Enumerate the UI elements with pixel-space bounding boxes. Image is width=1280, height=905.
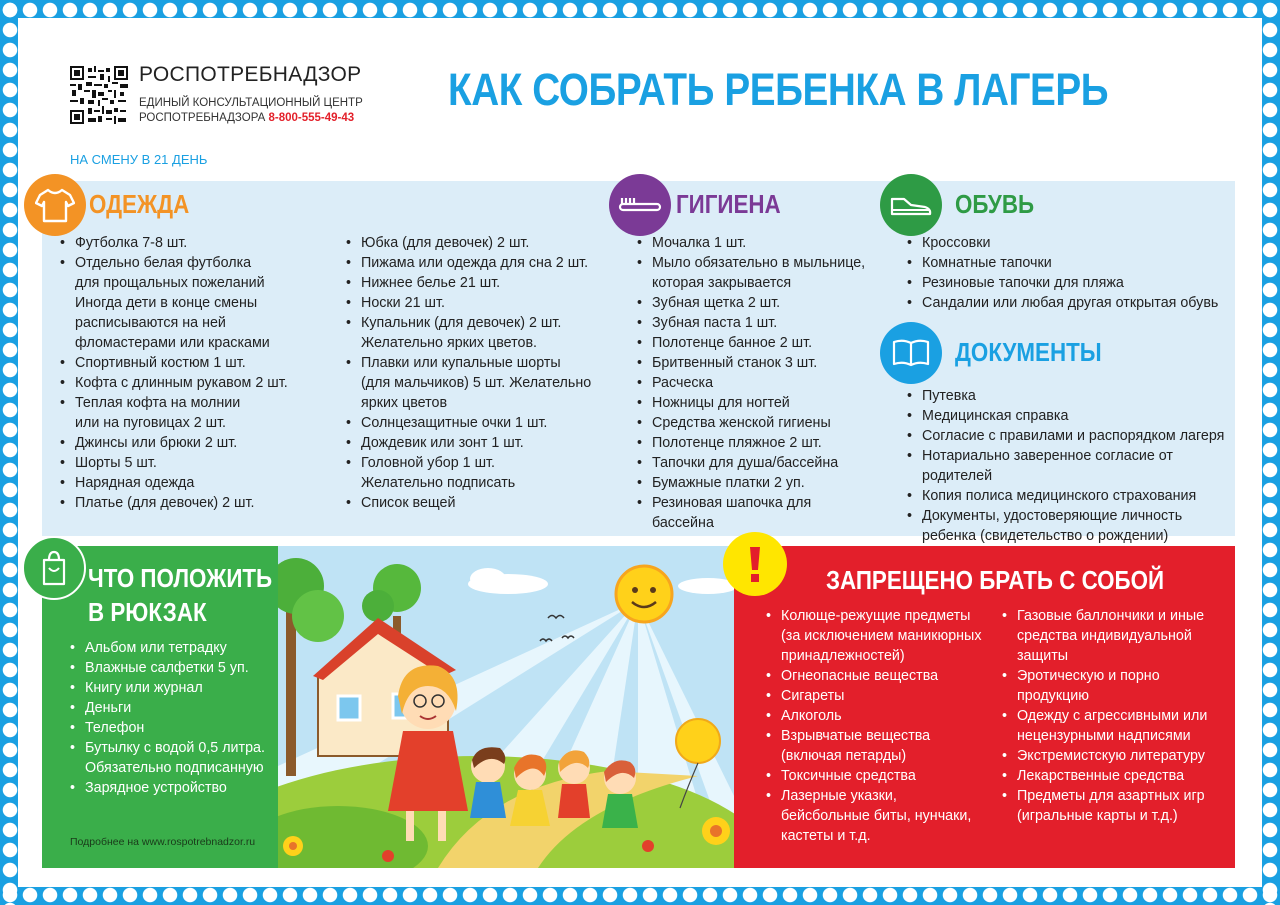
- list-item-text: • Телефон: [85, 720, 145, 736]
- list-item: [907, 426, 1233, 446]
- list-item: [346, 233, 616, 253]
- list-item-text: • Бритвенный станок 3 шт.: [652, 355, 818, 371]
- list-item-text: • Альбом или тетрадку: [85, 640, 227, 656]
- list-item-text: • Отдельно белая футболка для прощальных пожеланий Иногда дети в конце смены расписываются на ней фломастерами или красками: [75, 255, 270, 351]
- border-left: [0, 0, 20, 905]
- list-item: [907, 486, 1233, 506]
- page-title: КАК СОБРАТЬ РЕБЕНКА В ЛАГЕРЬ: [448, 64, 1109, 115]
- list-item-text: • Список вещей: [361, 495, 456, 511]
- list-item-text: • Медицинская справка: [922, 408, 1069, 424]
- list-item-text: • Кофта с длинным рукавом 2 шт.: [75, 375, 288, 391]
- list-item: [346, 353, 616, 413]
- list-item-text: • Сигареты: [781, 688, 845, 704]
- list-item: [1002, 746, 1232, 766]
- list-item: [766, 606, 996, 666]
- border-bottom: [0, 885, 1280, 905]
- list-item-text: • Лекарственные средства: [1017, 768, 1185, 784]
- sun-icon: [616, 566, 672, 622]
- list-item: [907, 446, 1233, 486]
- list-item: [1002, 666, 1232, 706]
- bag-icon: [22, 536, 86, 600]
- list-item: [70, 678, 275, 698]
- exclamation-icon: [723, 532, 787, 596]
- list-item-text: • Зарядное устройство: [85, 780, 227, 796]
- list-item: [637, 453, 877, 473]
- list-item: [60, 233, 340, 253]
- toothbrush-icon: [609, 174, 671, 236]
- list-item-text: • Зубная щетка 2 шт.: [652, 295, 781, 311]
- list-item: [907, 233, 1227, 253]
- list-item: [346, 453, 616, 493]
- org-name: РОСПОТРЕБНАДЗОР: [139, 63, 362, 86]
- list-item-text: • Сандалии или любая другая открытая обувь: [922, 295, 1219, 311]
- list-item-text: • Шорты 5 шт.: [75, 455, 157, 471]
- list-item: [1002, 766, 1232, 786]
- org-subtitle: ЕДИНЫЙ КОНСУЛЬТАЦИОННЫЙ ЦЕНТР: [139, 97, 363, 109]
- list-item: [766, 786, 996, 846]
- list-item-text: • Одежду с агрессивными или нецензурными надписями: [1017, 708, 1208, 744]
- list-item: [346, 293, 616, 313]
- list-item: [907, 273, 1227, 293]
- list-item-text: • Зубная паста 1 шт.: [652, 315, 778, 331]
- list-item-text: • Купальник (для девочек) 2 шт. Желательно ярких цветов.: [361, 315, 562, 351]
- list-item: [637, 433, 877, 453]
- list-item: [766, 686, 996, 706]
- list-item: [637, 253, 877, 293]
- list-item-text: • Алкоголь: [781, 708, 842, 724]
- list-item: [60, 373, 340, 393]
- list-item: [60, 493, 340, 513]
- list-item-text: • Влажные салфетки 5 уп.: [85, 660, 249, 676]
- list-item-text: • Солнцезащитные очки 1 шт.: [361, 415, 548, 431]
- list-item-text: • Мочалка 1 шт.: [652, 235, 747, 251]
- list-item-text: • Бутылку с водой 0,5 литра. Обязательно подписанную: [85, 740, 265, 776]
- list-item: [60, 453, 340, 473]
- list-item-text: • Носки 21 шт.: [361, 295, 445, 311]
- list-item: [60, 253, 340, 353]
- list-item-text: • Теплая кофта на молнии или на пуговицах 2 шт.: [75, 395, 241, 431]
- list-item-text: • Токсичные средства: [781, 768, 916, 784]
- list-item-text: • Эротическую и порно продукцию: [1017, 668, 1160, 704]
- list-item-text: • Бумажные платки 2 уп.: [652, 475, 805, 491]
- list-item: [1002, 706, 1232, 746]
- list-item: [346, 313, 616, 353]
- list-item: [637, 493, 877, 533]
- backpack-list: [70, 638, 275, 798]
- list-item-text: • Газовые баллончики и иные средства индивидуальной защиты: [1017, 608, 1205, 664]
- clothes-list-right: [346, 233, 616, 513]
- website-note: Подробнее на www.rospotrebnadzor.ru: [70, 836, 256, 848]
- list-item-text: • Колюще-режущие предметы (за исключением маникюрных принадлежностей): [781, 608, 982, 664]
- list-item-text: • Документы, удостоверяющие личность ребенка (свидетельство о рождении): [922, 508, 1183, 544]
- list-item-text: • Деньги: [85, 700, 132, 716]
- book-icon: [880, 322, 942, 384]
- list-item-text: • Спортивный костюм 1 шт.: [75, 355, 246, 371]
- list-item-text: • Ножницы для ногтей: [652, 395, 790, 411]
- list-item-text: • Предметы для азартных игр (игральные карты и т.д.): [1017, 788, 1205, 824]
- clothes-title: ОДЕЖДА: [89, 189, 190, 219]
- list-item: [766, 766, 996, 786]
- list-item: [70, 698, 275, 718]
- list-item: [346, 493, 616, 513]
- list-item-text: • Путевка: [922, 388, 976, 404]
- list-item: [637, 333, 877, 353]
- list-item: [637, 373, 877, 393]
- list-item-text: • Нотариально заверенное согласие от родителей: [922, 448, 1173, 484]
- list-item-text: • Плавки или купальные шорты (для мальчиков) 5 шт. Желательно ярких цветов: [361, 355, 592, 411]
- list-item-text: • Головной убор 1 шт. Желательно подписать: [361, 455, 516, 491]
- list-item-text: • Полотенце пляжное 2 шт.: [652, 435, 822, 451]
- list-item: [637, 473, 877, 493]
- list-item: [346, 413, 616, 433]
- forbidden-list-left: [766, 606, 996, 846]
- tshirt-icon: [24, 174, 86, 236]
- list-item: [766, 726, 996, 766]
- hygiene-title: ГИГИЕНА: [676, 189, 781, 219]
- shoes-list: [907, 233, 1227, 313]
- list-item: [637, 413, 877, 433]
- list-item-text: • Средства женской гигиены: [652, 415, 831, 431]
- org-subtitle-line2: [139, 112, 354, 124]
- list-item-text: • Пижама или одежда для сна 2 шт.: [361, 255, 589, 271]
- list-item-text: • Копия полиса медицинского страхования: [922, 488, 1197, 504]
- border-right: [1260, 0, 1280, 905]
- list-item: [907, 253, 1227, 273]
- org-subtitle-text: РОСПОТРЕБНАДЗОРА: [139, 112, 266, 124]
- list-item-text: • Резиновые тапочки для пляжа: [922, 275, 1124, 291]
- list-item: [346, 253, 616, 273]
- list-item: [346, 433, 616, 453]
- list-item: [60, 433, 340, 453]
- camp-illustration: [278, 546, 734, 868]
- list-item: [70, 738, 275, 778]
- list-item-text: • Полотенце банное 2 шт.: [652, 335, 813, 351]
- list-item-text: • Огнеопасные вещества: [781, 668, 939, 684]
- hotline-phone: 8-800-555-49-43: [268, 112, 355, 124]
- list-item: [907, 406, 1233, 426]
- list-item: [1002, 786, 1232, 826]
- documents-list: [907, 386, 1233, 546]
- list-item: [766, 706, 996, 726]
- border-top: [0, 0, 1280, 20]
- list-item: [766, 666, 996, 686]
- list-item: [60, 473, 340, 493]
- list-item-text: • Платье (для девочек) 2 шт.: [75, 495, 255, 511]
- list-item: [637, 233, 877, 253]
- list-item: [346, 273, 616, 293]
- list-item: [70, 658, 275, 678]
- list-item: [637, 393, 877, 413]
- shoes-title: ОБУВЬ: [955, 189, 1035, 219]
- list-item-text: • Футболка 7-8 шт.: [75, 235, 188, 251]
- list-item-text: • Лазерные указки, бейсбольные биты, нунчаки, кастеты и т.д.: [781, 788, 972, 844]
- forbidden-list-right: [1002, 606, 1232, 826]
- list-item-text: • Кроссовки: [922, 235, 991, 251]
- list-item: [60, 393, 340, 433]
- list-item: [1002, 606, 1232, 666]
- list-item: [907, 506, 1233, 546]
- list-item-text: • Расческа: [652, 375, 714, 391]
- sneaker-icon: [880, 174, 942, 236]
- list-item: [637, 353, 877, 373]
- shift-label: НА СМЕНУ В 21 ДЕНЬ: [70, 152, 208, 167]
- list-item: [637, 293, 877, 313]
- list-item: [907, 386, 1233, 406]
- qr-code-icon: [70, 66, 128, 124]
- list-item: [60, 353, 340, 373]
- list-item-text: • Дождевик или зонт 1 шт.: [361, 435, 524, 451]
- list-item-text: • Комнатные тапочки: [922, 255, 1052, 271]
- backpack-title: ЧТО ПОЛОЖИТЬ В РЮКЗАК: [88, 563, 273, 627]
- forbidden-title: ЗАПРЕЩЕНО БРАТЬ С СОБОЙ: [826, 565, 1165, 595]
- documents-title: ДОКУМЕНТЫ: [955, 337, 1102, 367]
- list-item: [70, 638, 275, 658]
- list-item: [907, 293, 1227, 313]
- clothes-list-left: [60, 233, 340, 513]
- list-item-text: • Нарядная одежда: [75, 475, 195, 491]
- list-item: [70, 778, 275, 798]
- list-item: [637, 313, 877, 333]
- list-item-text: • Экстремистскую литературу: [1017, 748, 1205, 764]
- list-item-text: • Джинсы или брюки 2 шт.: [75, 435, 238, 451]
- list-item-text: • Нижнее белье 21 шт.: [361, 275, 501, 291]
- list-item-text: • Резиновая шапочка для бассейна: [652, 495, 812, 531]
- list-item-text: • Книгу или журнал: [85, 680, 203, 696]
- list-item: [70, 718, 275, 738]
- list-item-text: • Тапочки для душа/бассейна: [652, 455, 839, 471]
- list-item-text: • Взрывчатые вещества (включая петарды): [781, 728, 931, 764]
- hygiene-list: [637, 233, 877, 533]
- list-item-text: • Мыло обязательно в мыльнице, которая закрывается: [652, 255, 866, 291]
- list-item-text: • Юбка (для девочек) 2 шт.: [361, 235, 530, 251]
- list-item-text: • Согласие с правилами и распорядком лагеря: [922, 428, 1225, 444]
